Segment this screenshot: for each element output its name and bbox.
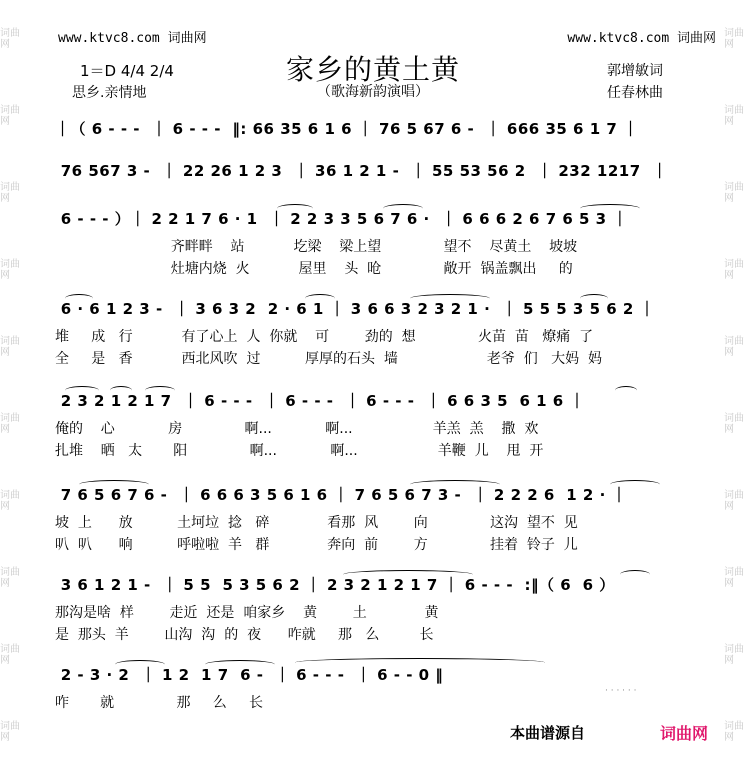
lyric-verse-2: 叭 叭 响 呼啦啦 羊 群 奔向 前 方 挂着 铃子 儿 bbox=[55, 537, 578, 553]
edge-watermark: 词曲网 bbox=[724, 566, 744, 589]
edge-watermark: 词曲网 bbox=[724, 720, 744, 743]
edge-watermark: 词曲网 bbox=[724, 489, 744, 512]
edge-watermark: 词曲网 bbox=[0, 566, 20, 589]
notation-line: 2 3 2 1 2 1 7 ｜ 6 - - - ｜ 6 - - - ｜ 6 - - - ｜ 6 6 3 5 6 1 6 ｜ bbox=[55, 392, 585, 410]
edge-watermark: 词曲网 bbox=[724, 104, 744, 127]
expression-mark: 思乡.亲情地 bbox=[72, 85, 147, 101]
notation-line: 3 6 1 2 1 - ｜ 5 5 5 3 5 6 2 ｜ 2 3 2 1 2 1 7 ｜ 6 - - - :‖（ 6 6 ） bbox=[55, 576, 615, 594]
lyricist-credit: 郭增敏词 bbox=[607, 63, 663, 79]
lyric-verse-1: 齐畔畔 站 圪梁 梁上望 望不 尽黄土 坡坡 bbox=[55, 239, 578, 255]
composer-credit: 任春林曲 bbox=[607, 85, 663, 101]
faint-marks: · · · · · · bbox=[605, 686, 637, 696]
lyric-verse-2: 全 是 香 西北风吹 过 厚厚的石头 墙 老爷 们 大妈 妈 bbox=[55, 351, 603, 367]
lyric-verse-1: 俺的 心 房 啊... 啊... 羊羔 羔 撒 欢 bbox=[55, 421, 539, 437]
edge-watermark: 词曲网 bbox=[0, 104, 20, 127]
edge-watermark: 词曲网 bbox=[0, 258, 20, 281]
song-title: 家乡的黄土黄 bbox=[285, 53, 460, 86]
notation-line: 76 567 3 - ｜ 22 26 1 2 3 ｜ 36 1 2 1 - ｜ 55 53 56 2 ｜ 232 1217 ｜ bbox=[55, 162, 668, 180]
notation-line: 2 - 3 · 2 ｜ 1 2 1 7 6 - ｜ 6 - - - ｜ 6 - - 0 ‖ bbox=[55, 666, 444, 684]
edge-watermark: 词曲网 bbox=[0, 181, 20, 204]
notation-line: 7 6 5 6 7 6 - ｜ 6 6 6 3 5 6 1 6 ｜ 7 6 5 6 7 3 - ｜ 2 2 2 6 1 2 · ｜ bbox=[55, 486, 628, 504]
site-url-left[interactable]: www.ktvc8.com 词曲网 bbox=[58, 31, 207, 46]
edge-watermark: 词曲网 bbox=[724, 27, 744, 50]
site-logo[interactable]: 词曲网 bbox=[660, 724, 709, 743]
key-signature: 1＝D 4/4 2/4 bbox=[80, 62, 174, 80]
lyric-verse-2: 灶塘内烧 火 屋里 头 呛 敞开 锅盖飘出 的 bbox=[55, 261, 573, 277]
edge-watermark: 词曲网 bbox=[724, 258, 744, 281]
source-label: 本曲谱源自 bbox=[510, 724, 586, 742]
edge-watermark: 词曲网 bbox=[724, 412, 744, 435]
edge-watermark: 词曲网 bbox=[724, 643, 744, 666]
edge-watermark: 词曲网 bbox=[724, 181, 744, 204]
notation-line: 6 · 6 1 2 3 - ｜ 3 6 3 2 2 · 6 1 ｜ 3 6 6 3 2 3 2 1 · ｜ 5 5 5 3 5 6 2 ｜ bbox=[55, 300, 656, 318]
right-watermark-strip bbox=[724, 0, 746, 770]
edge-watermark: 词曲网 bbox=[0, 720, 20, 743]
slur-mark bbox=[615, 386, 637, 395]
lyric-verse-1: 坡 上 放 土坷垃 捻 碎 看那 风 向 这沟 望不 见 bbox=[55, 515, 578, 531]
edge-watermark: 词曲网 bbox=[0, 489, 20, 512]
edge-watermark: 词曲网 bbox=[724, 335, 744, 358]
lyric-verse-1: 那沟是啥 样 走近 还是 咱家乡 黄 土 黄 bbox=[55, 605, 439, 621]
edge-watermark: 词曲网 bbox=[0, 412, 20, 435]
lyric-verse-2: 是 那头 羊 山沟 沟 的 夜 咋就 那 么 长 bbox=[55, 627, 434, 643]
lyric-verse-1: 堆 成 行 有了心上 人 你就 可 劲的 想 火苗 苗 燎痛 了 bbox=[55, 329, 594, 345]
song-subtitle: （歌海新韵演唱） bbox=[317, 84, 429, 100]
slur-mark bbox=[620, 570, 650, 579]
edge-watermark: 词曲网 bbox=[0, 643, 20, 666]
notation-line: ｜（ 6 - - - ｜ 6 - - - ‖: 66 35 6 1 6 ｜ 76 5 67 6 - ｜ 666 35 6 1 7 ｜ bbox=[55, 120, 639, 138]
lyric-verse-2: 扎堆 晒 太 阳 啊... 啊... 羊鞭 儿 甩 开 bbox=[55, 443, 544, 459]
edge-watermark: 词曲网 bbox=[0, 335, 20, 358]
notation-line: 6 - - - ）｜ 2 2 1 7 6 · 1 ｜ 2 2 3 3 5 6 7 6 · ｜ 6 6 6 2 6 7 6 5 3 ｜ bbox=[55, 210, 628, 228]
site-url-right[interactable]: www.ktvc8.com 词曲网 bbox=[567, 31, 716, 46]
left-watermark-strip bbox=[0, 0, 22, 770]
edge-watermark: 词曲网 bbox=[0, 27, 20, 50]
lyric-verse-1: 咋 就 那 么 长 bbox=[55, 695, 263, 711]
